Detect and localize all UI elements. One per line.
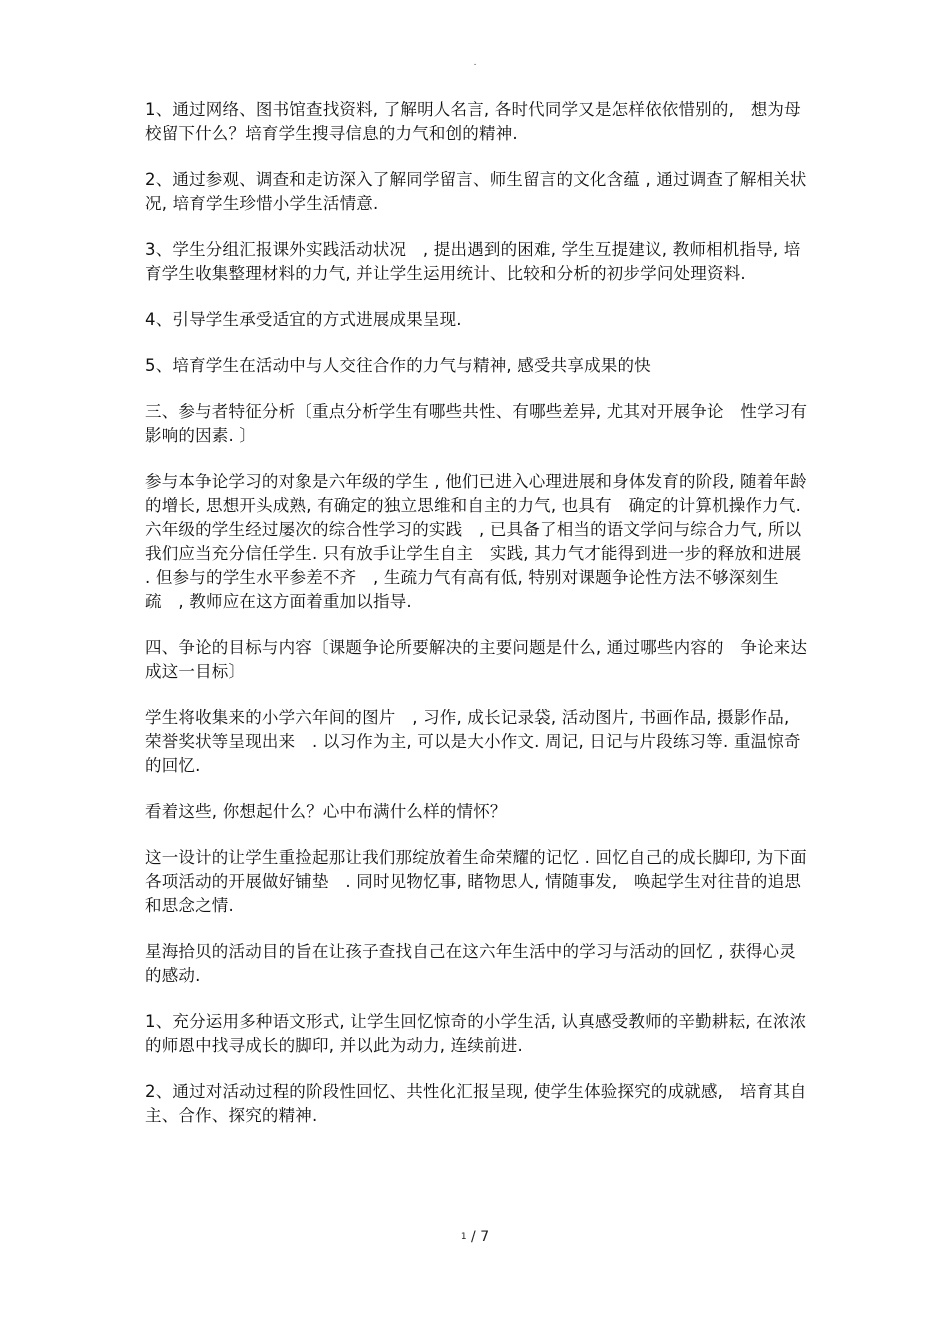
paragraph: 参与本争论学习的对象是六年级的学生 , 他们已进入心理进展和身体发育的阶段, 随着年龄的增长, 思想开头成熟, 有确定的独立思维和自主的力气, 也具有 确定的计算机操作力气. 六年级的学生经过屡次的综合性学习的实践 , 已具备了相当的语文学问与综合力气, 所以我们应当充分信任学生. 只有放手让学生自主 实践, 其力气才能得到进一步的释放和进展 . 但参与的学生水平参差不齐 , 生疏力气有高有低, 特别对课题争论性方法不够深刻生疏 , 教师应在这方面着重加以指导. <box>145 472 807 611</box>
paragraph: 学生将收集来的小学六年间的图片 , 习作, 成长记录袋, 活动图片, 书画作品, 摄影作品, 荣誉奖状等呈现出来 . 以习作为主, 可以是大小作文. 周记, 日记与片段练习等. 重温惊奇的回忆. <box>145 708 801 775</box>
total-pages: 7 <box>480 1229 490 1245</box>
current-page: 1 <box>460 1232 467 1242</box>
paragraph: 4、引导学生承受适宜的方式进展成果呈现. <box>145 310 462 329</box>
page-number <box>0 1229 950 1245</box>
section-heading: 四、争论的目标与内容〔课题争论所要解决的主要问题是什么, 通过哪些内容的 争论来达成这一目标〕 <box>145 638 808 681</box>
paragraph: 2、通过对活动过程的阶段性回忆、共性化汇报呈现, 使学生体验探究的成就感, 培育其自主、合作、探究的精神. <box>145 1082 807 1125</box>
paragraph: 1、通过网络、图书馆查找资料, 了解明人名言, 各时代同学又是怎样依依惜别的, 想为母校留下什么？培育学生搜寻信息的力气和创的精神. <box>145 100 801 143</box>
document-body <box>145 98 810 1150</box>
paragraph: 5、培育学生在活动中与人交往合作的力气与精神, 感受共享成果的快 <box>145 356 651 375</box>
header-mark: . <box>473 58 477 68</box>
paragraph: 1、充分运用多种语文形式, 让学生回忆惊奇的小学生活, 认真感受教师的辛勤耕耘, 在浓浓的师恩中找寻成长的脚印, 并以此为动力, 连续前进. <box>145 1012 807 1055</box>
page-separator: / <box>471 1229 476 1245</box>
paragraph: 2、通过参观、调查和走访深入了解同学留言、师生留言的文化含蕴 , 通过调查了解相关状况, 培育学生珍惜小学生活情意. <box>145 170 807 213</box>
section-heading: 三、参与者特征分析〔重点分析学生有哪些共性、有哪些差异, 尤其对开展争论 性学习有影响的因素. 〕 <box>145 402 808 445</box>
paragraph: 星海拾贝的活动目的旨在让孩子查找自己在这六年生活中的学习与活动的回忆 , 获得心灵的感动. <box>145 942 796 985</box>
paragraph: 3、学生分组汇报课外实践活动状况 , 提出遇到的困难, 学生互提建议, 教师相机指导, 培育学生收集整理材料的力气, 并让学生运用统计、比较和分析的初步学问处理资料. <box>145 240 801 283</box>
paragraph: 这一设计的让学生重捡起那让我们那绽放着生命荣耀的记忆 . 回忆自己的成长脚印, 为下面各项活动的开展做好铺垫 . 同时见物忆事, 睹物思人, 情随事发, 唤起学生对往昔的追思和思念之情. <box>145 848 807 915</box>
paragraph: 看着这些, 你想起什么？心中布满什么样的情怀？ <box>145 802 507 821</box>
